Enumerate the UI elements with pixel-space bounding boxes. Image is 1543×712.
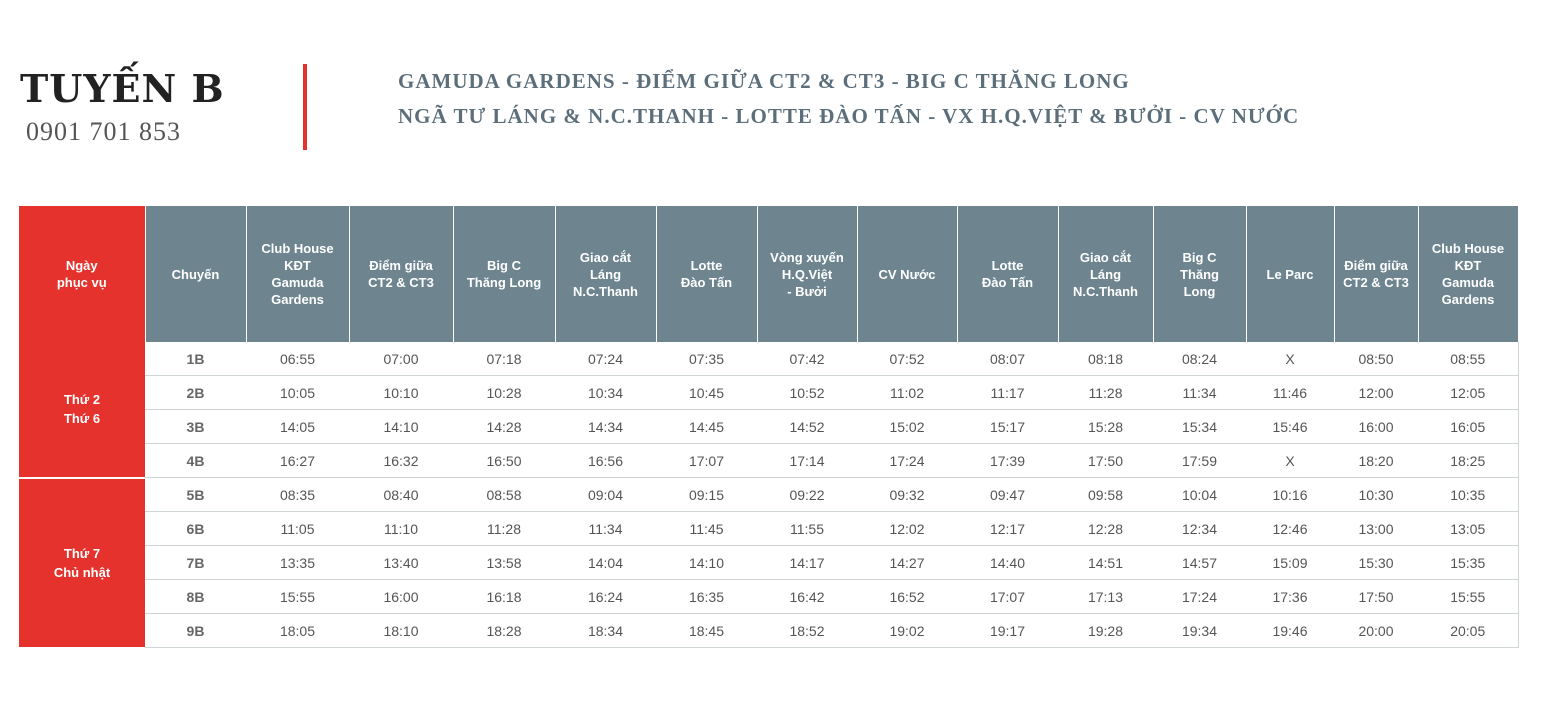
column-header-stop: Vòng xuyến H.Q.Việt - Bưởi [757, 206, 857, 342]
departure-time-cell: 13:05 [1418, 512, 1518, 546]
departure-time-cell: 15:34 [1153, 410, 1246, 444]
departure-time-cell: 18:45 [656, 614, 757, 648]
column-header-stop: Big C Thăng Long [1153, 206, 1246, 342]
departure-time-cell: 12:05 [1418, 376, 1518, 410]
route-stops-line-2: NGÃ TƯ LÁNG & N.C.THANH - LOTTE ĐÀO TẤN - VX H.Q.VIỆT & BƯỞI - CV NƯỚC [398, 104, 1300, 128]
departure-time-cell: 08:18 [1058, 342, 1153, 376]
departure-time-cell: 14:51 [1058, 546, 1153, 580]
trip-code-cell: 4B [145, 444, 246, 478]
departure-time-cell: 11:02 [857, 376, 957, 410]
departure-time-cell: 14:17 [757, 546, 857, 580]
departure-time-cell: X [1246, 444, 1334, 478]
departure-time-cell: 19:28 [1058, 614, 1153, 648]
departure-time-cell: 12:02 [857, 512, 957, 546]
departure-time-cell: 12:46 [1246, 512, 1334, 546]
departure-time-cell: 19:34 [1153, 614, 1246, 648]
departure-time-cell: 10:30 [1334, 478, 1418, 512]
table-row [19, 342, 1518, 376]
departure-time-cell: 18:05 [246, 614, 349, 648]
departure-time-cell: 15:46 [1246, 410, 1334, 444]
column-header-stop: Điểm giữa CT2 & CT3 [1334, 206, 1418, 342]
departure-time-cell: 12:34 [1153, 512, 1246, 546]
departure-time-cell: 10:45 [656, 376, 757, 410]
departure-time-cell: 15:55 [246, 580, 349, 614]
departure-time-cell: 17:50 [1334, 580, 1418, 614]
departure-time-cell: 14:45 [656, 410, 757, 444]
trip-code-cell: 6B [145, 512, 246, 546]
departure-time-cell: 08:55 [1418, 342, 1518, 376]
departure-time-cell: 17:14 [757, 444, 857, 478]
departure-time-cell: 09:32 [857, 478, 957, 512]
table-body [19, 342, 1518, 648]
departure-time-cell: 11:28 [453, 512, 555, 546]
route-title: TUYẾN B [20, 66, 225, 111]
departure-time-cell: 17:07 [656, 444, 757, 478]
departure-time-cell: 08:40 [349, 478, 453, 512]
departure-time-cell: 15:02 [857, 410, 957, 444]
departure-time-cell: 20:00 [1334, 614, 1418, 648]
departure-time-cell: 08:24 [1153, 342, 1246, 376]
column-header-service-day: Ngày phục vụ [19, 206, 145, 342]
departure-time-cell: 16:00 [1334, 410, 1418, 444]
departure-time-cell: 15:09 [1246, 546, 1334, 580]
trip-code-cell: 7B [145, 546, 246, 580]
table-row [19, 546, 1518, 580]
departure-time-cell: 18:52 [757, 614, 857, 648]
departure-time-cell: 17:39 [957, 444, 1058, 478]
departure-time-cell: 16:18 [453, 580, 555, 614]
departure-time-cell: 14:04 [555, 546, 656, 580]
departure-time-cell: 16:52 [857, 580, 957, 614]
departure-time-cell: 11:34 [555, 512, 656, 546]
departure-time-cell: 16:27 [246, 444, 349, 478]
route-stops-line-1: GAMUDA GARDENS - ĐIỂM GIỮA CT2 & CT3 - BIG C THĂNG LONG [398, 69, 1130, 93]
departure-time-cell: 16:05 [1418, 410, 1518, 444]
header-divider [303, 64, 307, 150]
departure-time-cell: 14:52 [757, 410, 857, 444]
departure-time-cell: 07:24 [555, 342, 656, 376]
trip-code-cell: 8B [145, 580, 246, 614]
departure-time-cell: 15:30 [1334, 546, 1418, 580]
departure-time-cell: 14:34 [555, 410, 656, 444]
table-row [19, 512, 1518, 546]
departure-time-cell: 09:47 [957, 478, 1058, 512]
column-header-stop: Lotte Đào Tấn [656, 206, 757, 342]
departure-time-cell: 14:10 [349, 410, 453, 444]
departure-time-cell: 13:35 [246, 546, 349, 580]
column-header-stop: Điểm giữa CT2 & CT3 [349, 206, 453, 342]
departure-time-cell: 14:27 [857, 546, 957, 580]
departure-time-cell: 17:24 [857, 444, 957, 478]
departure-time-cell: 11:46 [1246, 376, 1334, 410]
departure-time-cell: 15:17 [957, 410, 1058, 444]
table-row [19, 444, 1518, 478]
departure-time-cell: 11:05 [246, 512, 349, 546]
departure-time-cell: 10:16 [1246, 478, 1334, 512]
departure-time-cell: 16:35 [656, 580, 757, 614]
departure-time-cell: 16:32 [349, 444, 453, 478]
departure-time-cell: 18:25 [1418, 444, 1518, 478]
departure-time-cell: 08:50 [1334, 342, 1418, 376]
departure-time-cell: 19:46 [1246, 614, 1334, 648]
departure-time-cell: 09:22 [757, 478, 857, 512]
departure-time-cell: 09:15 [656, 478, 757, 512]
departure-time-cell: 13:58 [453, 546, 555, 580]
departure-time-cell: 07:00 [349, 342, 453, 376]
departure-time-cell: 11:34 [1153, 376, 1246, 410]
departure-time-cell: 17:13 [1058, 580, 1153, 614]
table-row [19, 580, 1518, 614]
departure-time-cell: 18:20 [1334, 444, 1418, 478]
column-header-stop: CV Nước [857, 206, 957, 342]
departure-time-cell: 14:28 [453, 410, 555, 444]
departure-time-cell: 14:57 [1153, 546, 1246, 580]
table-row [19, 614, 1518, 648]
departure-time-cell: 15:35 [1418, 546, 1518, 580]
departure-time-cell: 14:40 [957, 546, 1058, 580]
departure-time-cell: 16:00 [349, 580, 453, 614]
column-header-stop: Giao cắt Láng N.C.Thanh [555, 206, 656, 342]
departure-time-cell: 11:55 [757, 512, 857, 546]
service-day-cell: Thứ 7 Chủ nhật [19, 478, 145, 648]
departure-time-cell: 07:18 [453, 342, 555, 376]
table-row [19, 376, 1518, 410]
departure-time-cell: 16:24 [555, 580, 656, 614]
departure-time-cell: 18:28 [453, 614, 555, 648]
departure-time-cell: 12:17 [957, 512, 1058, 546]
departure-time-cell: 07:35 [656, 342, 757, 376]
departure-time-cell: 10:52 [757, 376, 857, 410]
departure-time-cell: 08:35 [246, 478, 349, 512]
departure-time-cell: 13:40 [349, 546, 453, 580]
departure-time-cell: 11:45 [656, 512, 757, 546]
departure-time-cell: 15:55 [1418, 580, 1518, 614]
departure-time-cell: 14:10 [656, 546, 757, 580]
departure-time-cell: 10:04 [1153, 478, 1246, 512]
column-header-stop: Lotte Đào Tấn [957, 206, 1058, 342]
departure-time-cell: 11:10 [349, 512, 453, 546]
departure-time-cell: 09:58 [1058, 478, 1153, 512]
departure-time-cell: 13:00 [1334, 512, 1418, 546]
departure-time-cell: 17:50 [1058, 444, 1153, 478]
departure-time-cell: 09:04 [555, 478, 656, 512]
departure-time-cell: 18:34 [555, 614, 656, 648]
departure-time-cell: 10:10 [349, 376, 453, 410]
departure-time-cell: 07:42 [757, 342, 857, 376]
departure-time-cell: 17:36 [1246, 580, 1334, 614]
departure-time-cell: X [1246, 342, 1334, 376]
trip-code-cell: 5B [145, 478, 246, 512]
route-phone-number: 0901 701 853 [26, 117, 181, 146]
trip-code-cell: 2B [145, 376, 246, 410]
departure-time-cell: 10:34 [555, 376, 656, 410]
column-header-stop: Club House KĐT Gamuda Gardens [1418, 206, 1518, 342]
column-header-stop: Giao cắt Láng N.C.Thanh [1058, 206, 1153, 342]
trip-code-cell: 9B [145, 614, 246, 648]
table-row [19, 478, 1518, 512]
departure-time-cell: 10:28 [453, 376, 555, 410]
departure-time-cell: 18:10 [349, 614, 453, 648]
departure-time-cell: 11:28 [1058, 376, 1153, 410]
departure-time-cell: 17:24 [1153, 580, 1246, 614]
departure-time-cell: 16:50 [453, 444, 555, 478]
departure-time-cell: 16:42 [757, 580, 857, 614]
departure-time-cell: 20:05 [1418, 614, 1518, 648]
departure-time-cell: 16:56 [555, 444, 656, 478]
column-header-trip: Chuyến [145, 206, 246, 342]
trip-code-cell: 3B [145, 410, 246, 444]
column-header-stop: Big C Thăng Long [453, 206, 555, 342]
departure-time-cell: 19:17 [957, 614, 1058, 648]
column-header-stop: Le Parc [1246, 206, 1334, 342]
departure-time-cell: 12:28 [1058, 512, 1153, 546]
service-day-cell: Thứ 2 Thứ 6 [19, 342, 145, 478]
departure-time-cell: 15:28 [1058, 410, 1153, 444]
departure-time-cell: 06:55 [246, 342, 349, 376]
table-row [19, 410, 1518, 444]
column-header-stop: Club House KĐT Gamuda Gardens [246, 206, 349, 342]
departure-time-cell: 17:59 [1153, 444, 1246, 478]
departure-time-cell: 10:35 [1418, 478, 1518, 512]
departure-time-cell: 08:58 [453, 478, 555, 512]
departure-time-cell: 19:02 [857, 614, 957, 648]
departure-time-cell: 17:07 [957, 580, 1058, 614]
departure-time-cell: 12:00 [1334, 376, 1418, 410]
departure-time-cell: 08:07 [957, 342, 1058, 376]
departure-time-cell: 11:17 [957, 376, 1058, 410]
departure-time-cell: 14:05 [246, 410, 349, 444]
departure-time-cell: 10:05 [246, 376, 349, 410]
table-header-row [19, 206, 1518, 342]
departure-time-cell: 07:52 [857, 342, 957, 376]
trip-code-cell: 1B [145, 342, 246, 376]
bus-schedule-table [19, 206, 1519, 649]
